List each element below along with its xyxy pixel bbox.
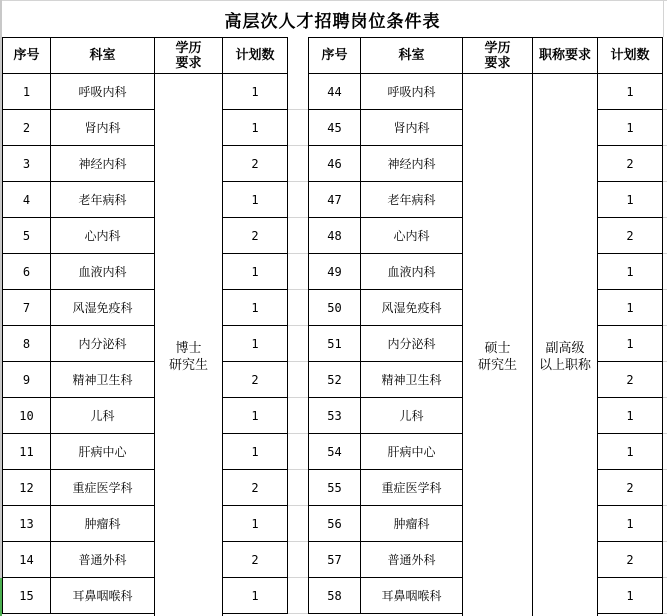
cell-seq-right[interactable]: 54 — [308, 433, 361, 470]
cell-dept-left[interactable]: 精神卫生科 — [50, 361, 155, 398]
cell-dept-right[interactable]: 风湿免疫科 — [360, 289, 463, 326]
cell-dept-right[interactable]: 普通外科 — [360, 541, 463, 578]
cell-dept-left[interactable]: 神经内科 — [50, 145, 155, 182]
merged-edu-right-line2: 研究生 — [477, 358, 517, 373]
cell-dept-left[interactable]: 老年病科 — [50, 181, 155, 218]
merged-title-req-right[interactable] — [532, 73, 598, 616]
cell-seq-right[interactable]: 56 — [308, 505, 361, 542]
cell-plan-right[interactable]: 1 — [597, 253, 663, 290]
cell-plan-left[interactable]: 1 — [222, 109, 288, 146]
cell-seq-left[interactable]: 7 — [2, 289, 51, 326]
grid-line — [288, 361, 308, 362]
cell-plan-right[interactable]: 2 — [597, 217, 663, 254]
cell-seq-left[interactable]: 6 — [2, 253, 51, 290]
cell-plan-right[interactable]: 1 — [597, 73, 663, 110]
header-plan-right[interactable]: 计划数 — [597, 37, 663, 74]
cell-seq-left[interactable]: 15 — [2, 577, 51, 614]
cell-dept-right[interactable]: 耳鼻咽喉科 — [360, 577, 463, 614]
cell-dept-left[interactable]: 风湿免疫科 — [50, 289, 155, 326]
cell-plan-left[interactable]: 1 — [222, 505, 288, 542]
cell-dept-left[interactable]: 肝病中心 — [50, 433, 155, 470]
header-dept-left[interactable]: 科室 — [50, 37, 155, 74]
grid-line — [663, 433, 667, 434]
cell-dept-right[interactable]: 心内科 — [360, 217, 463, 254]
cell-dept-left[interactable]: 血液内科 — [50, 253, 155, 290]
cell-dept-right[interactable]: 血液内科 — [360, 253, 463, 290]
grid-line — [663, 289, 667, 290]
grid-line — [663, 397, 667, 398]
cell-plan-left[interactable]: 2 — [222, 361, 288, 398]
header-title-req-right[interactable]: 职称要求 — [532, 37, 598, 74]
cell-plan-right[interactable]: 1 — [597, 181, 663, 218]
cell-seq-right[interactable]: 53 — [308, 397, 361, 434]
cell-plan-left[interactable]: 1 — [222, 73, 288, 110]
table-title[interactable]: 高层次人才招聘岗位条件表 — [2, 1, 664, 37]
cell-plan-left[interactable]: 1 — [222, 577, 288, 614]
cell-dept-left[interactable]: 儿科 — [50, 397, 155, 434]
cell-plan-right[interactable]: 1 — [597, 325, 663, 362]
grid-line — [288, 505, 308, 506]
grid-line — [288, 541, 308, 542]
cell-dept-left[interactable]: 普通外科 — [50, 541, 155, 578]
cell-dept-left[interactable]: 呼吸内科 — [50, 73, 155, 110]
grid-line — [663, 577, 667, 578]
cell-dept-left[interactable]: 重症医学科 — [50, 469, 155, 506]
grid-line — [288, 253, 308, 254]
grid-line — [663, 469, 667, 470]
grid-line — [663, 145, 667, 146]
merged-edu-left-line2: 研究生 — [168, 358, 208, 373]
cell-seq-right[interactable]: 52 — [308, 361, 361, 398]
grid-line — [663, 505, 667, 506]
cell-plan-left[interactable]: 1 — [222, 181, 288, 218]
header-edu-left[interactable] — [154, 37, 223, 74]
cell-seq-right[interactable]: 55 — [308, 469, 361, 506]
cell-seq-left[interactable]: 13 — [2, 505, 51, 542]
cell-seq-left[interactable]: 10 — [2, 397, 51, 434]
header-edu-left-line2: 要求 — [175, 55, 202, 71]
merged-edu-right[interactable] — [462, 73, 533, 616]
cell-plan-right[interactable]: 2 — [597, 469, 663, 506]
cell-seq-left[interactable]: 3 — [2, 145, 51, 182]
merged-title-req-line1: 副高级 — [545, 341, 585, 356]
cell-seq-right[interactable]: 45 — [308, 109, 361, 146]
cell-dept-right[interactable]: 精神卫生科 — [360, 361, 463, 398]
cell-seq-right[interactable]: 57 — [308, 541, 361, 578]
header-plan-left[interactable]: 计划数 — [222, 37, 288, 74]
cell-seq-right[interactable]: 48 — [308, 217, 361, 254]
grid-line — [288, 577, 308, 578]
cell-seq-left[interactable]: 5 — [2, 217, 51, 254]
header-seq-right[interactable]: 序号 — [308, 37, 361, 74]
cell-plan-right[interactable]: 2 — [597, 145, 663, 182]
cell-seq-right[interactable]: 44 — [308, 73, 361, 110]
cell-seq-left[interactable]: 9 — [2, 361, 51, 398]
grid-line — [663, 541, 667, 542]
grid-line — [288, 181, 308, 182]
cell-dept-right[interactable]: 神经内科 — [360, 145, 463, 182]
header-dept-right[interactable]: 科室 — [360, 37, 463, 74]
cell-seq-right[interactable]: 49 — [308, 253, 361, 290]
cell-plan-right[interactable]: 1 — [597, 109, 663, 146]
cell-plan-left[interactable]: 1 — [222, 253, 288, 290]
header-edu-right[interactable] — [462, 37, 533, 74]
grid-line — [663, 325, 667, 326]
cell-dept-right[interactable]: 肿瘤科 — [360, 505, 463, 542]
grid-line — [288, 109, 308, 110]
cell-plan-right[interactable]: 1 — [597, 577, 663, 614]
merged-edu-left[interactable] — [154, 73, 223, 616]
cell-dept-left[interactable]: 心内科 — [50, 217, 155, 254]
cell-seq-right[interactable]: 58 — [308, 577, 361, 614]
grid-line — [663, 613, 667, 614]
grid-line — [288, 145, 308, 146]
cell-seq-right[interactable]: 46 — [308, 145, 361, 182]
cell-plan-left[interactable]: 1 — [222, 433, 288, 470]
cell-seq-right[interactable]: 47 — [308, 181, 361, 218]
cell-dept-left[interactable]: 肿瘤科 — [50, 505, 155, 542]
grid-line — [288, 325, 308, 326]
cell-plan-right[interactable]: 2 — [597, 541, 663, 578]
cell-plan-left[interactable]: 2 — [222, 145, 288, 182]
cell-plan-right[interactable]: 2 — [597, 361, 663, 398]
cell-plan-left[interactable]: 1 — [222, 289, 288, 326]
cell-dept-right[interactable]: 肾内科 — [360, 109, 463, 146]
cell-seq-left[interactable]: 2 — [2, 109, 51, 146]
header-edu-right-line1: 学历 — [484, 40, 511, 56]
header-edu-right-line2: 要求 — [484, 55, 511, 71]
grid-line — [288, 397, 308, 398]
cell-dept-right[interactable]: 老年病科 — [360, 181, 463, 218]
grid-line — [663, 181, 667, 182]
cell-dept-right[interactable]: 儿科 — [360, 397, 463, 434]
grid-line — [288, 613, 308, 614]
grid-line — [288, 289, 308, 290]
cell-plan-right[interactable]: 1 — [597, 505, 663, 542]
grid-line — [288, 469, 308, 470]
cell-seq-left[interactable]: 1 — [2, 73, 51, 110]
cell-seq-left[interactable]: 12 — [2, 469, 51, 506]
cell-seq-left[interactable]: 8 — [2, 325, 51, 362]
grid-line — [663, 253, 667, 254]
cell-dept-right[interactable]: 呼吸内科 — [360, 73, 463, 110]
header-seq-left[interactable]: 序号 — [2, 37, 51, 74]
cell-plan-left[interactable]: 2 — [222, 469, 288, 506]
cell-dept-left[interactable]: 内分泌科 — [50, 325, 155, 362]
cell-plan-right[interactable]: 1 — [597, 289, 663, 326]
grid-line — [288, 217, 308, 218]
grid-line — [663, 109, 667, 110]
cell-plan-left[interactable]: 2 — [222, 217, 288, 254]
cell-seq-left[interactable]: 14 — [2, 541, 51, 578]
grid-line — [663, 217, 667, 218]
cell-dept-right[interactable]: 内分泌科 — [360, 325, 463, 362]
cell-plan-left[interactable]: 1 — [222, 397, 288, 434]
cell-dept-right[interactable]: 重症医学科 — [360, 469, 463, 506]
cell-plan-left[interactable]: 2 — [222, 541, 288, 578]
cell-seq-right[interactable]: 51 — [308, 325, 361, 362]
cell-seq-left[interactable]: 4 — [2, 181, 51, 218]
cell-seq-right[interactable]: 50 — [308, 289, 361, 326]
cell-dept-left[interactable]: 耳鼻咽喉科 — [50, 577, 155, 614]
cell-dept-right[interactable]: 肝病中心 — [360, 433, 463, 470]
grid-line — [663, 361, 667, 362]
header-edu-left-line1: 学历 — [175, 40, 202, 56]
cell-plan-right[interactable]: 1 — [597, 397, 663, 434]
cell-dept-left[interactable]: 肾内科 — [50, 109, 155, 146]
merged-title-req-line2: 以上职称 — [538, 358, 591, 373]
merged-edu-right-line1: 硕士 — [484, 341, 511, 356]
cell-seq-left[interactable]: 11 — [2, 433, 51, 470]
grid-line — [288, 433, 308, 434]
merged-edu-left-line1: 博士 — [175, 341, 202, 356]
cell-plan-right[interactable]: 1 — [597, 433, 663, 470]
cell-plan-left[interactable]: 1 — [222, 325, 288, 362]
